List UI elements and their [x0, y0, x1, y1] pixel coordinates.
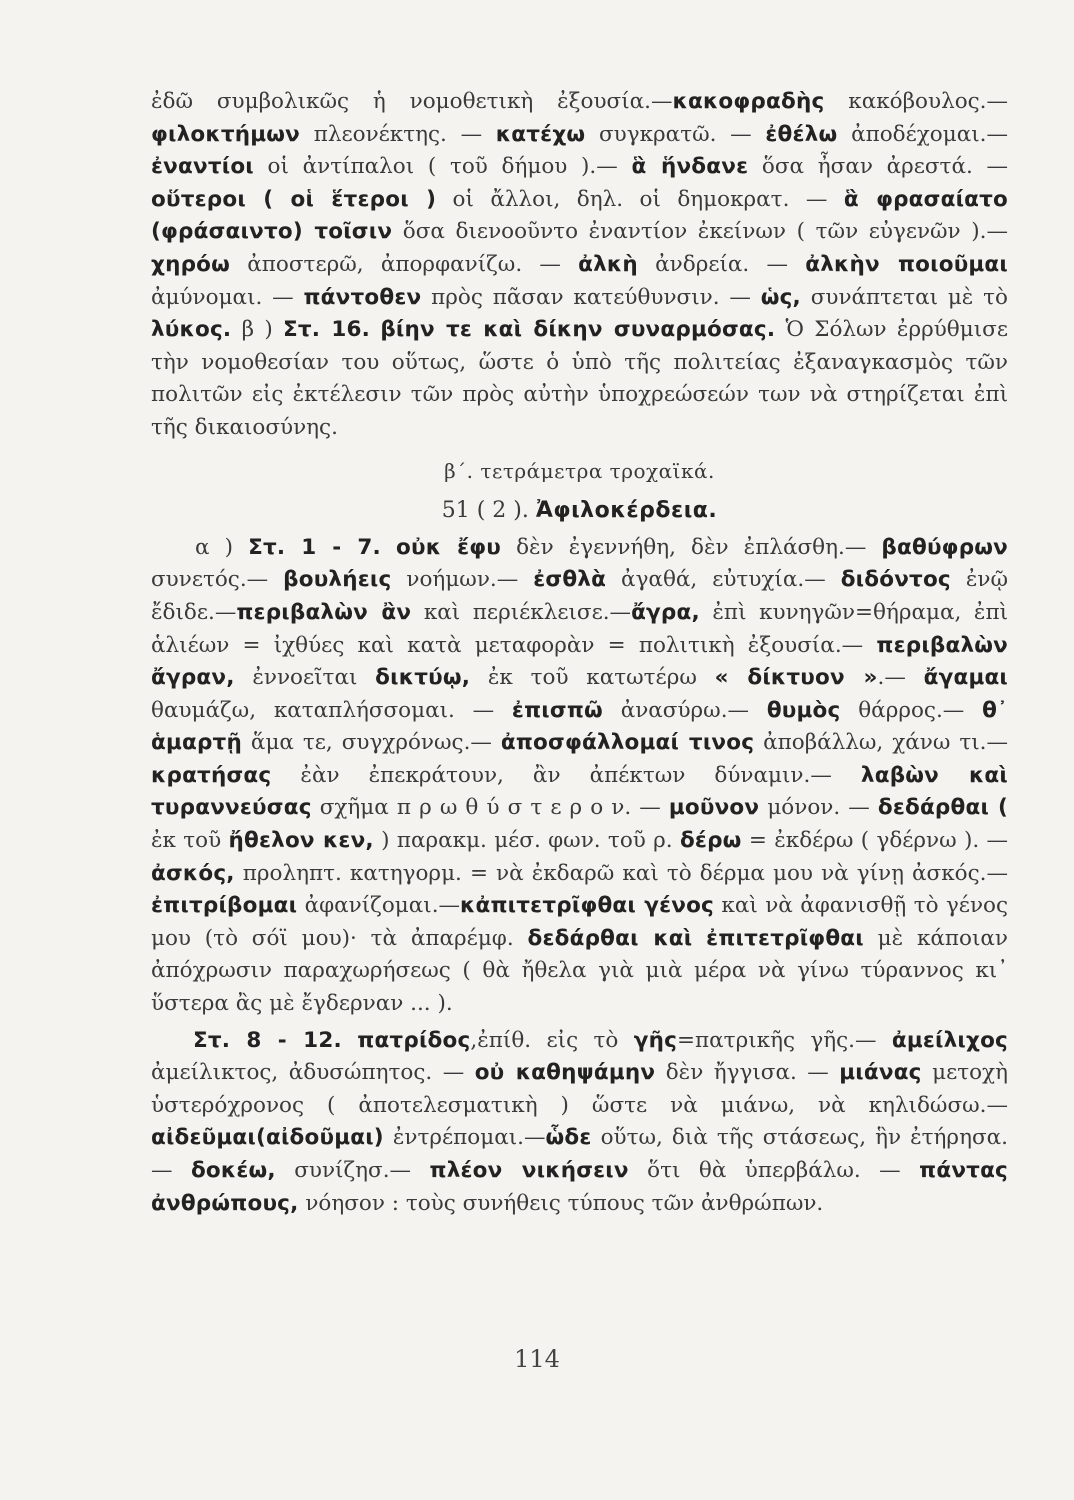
- section-heading: [151, 495, 1008, 528]
- paragraph-1: ἐδῶ συμβολικῶς ἡ νομοθετικὴ ἐξουσία.—κακοφραδὴς κακόβουλος.— φιλοκτήμων πλεονέκτης. — κατέχω συγκρατῶ. — ἐθέλω ἀποδέχομαι.— ἐναντίοι οἱ ἀντίπαλοι ( τοῦ δήμου ).— ἃ ἥνδανε ὅσα ἦσαν ἀρεστά. — οὕτεροι ( οἱ ἕτεροι ) οἱ ἄλλοι, δηλ. οἱ δημοκρατ. — ἃ φρασαίατο (φράσαιντο) τοῖσιν ὅσα διενοοῦντο ἐναντίον ἐκείνων ( τῶν εὐγενῶν ).— χηρόω ἀποστερῶ, ἀπορφανίζω. — ἀλκὴ ἀνδρεία. — ἀλκὴν ποιοῦμαι ἀμύνομαι. — πάντοθεν πρὸς πᾶσαν κατεύθυνσιν. — ὡς, συνάπτεται μὲ τὸ λύκος. β ) Στ. 16. βίην τε καὶ δίκην συναρμόσας. Ὁ Σόλων ἐρρύθμισε τὴν νομοθεσίαν του οὕτως, ὥστε ὁ ὑπὸ τῆς πολιτείας ἐξαναγκασμὸς τῶν πολιτῶν εἰς ἐκτέλεσιν τῶν πρὸς αὐτὴν ὑποχρεώσεών των νὰ στηρίζεται ἐπὶ τῆς δικαιοσύνης.: [151, 89, 1009, 440]
- section-number: 51 ( 2 ).: [441, 498, 529, 524]
- paragraph-3: Στ. 8 - 12. πατρίδος,ἐπίθ. εἰς τὸ γῆς=πατρικῆς γῆς.— ἀμείλιχος ἀμείλικτος, ἀδυσώπητος. — οὐ καθηψάμην δὲν ἤγγισα. — μιάνας μετοχὴ ὑστερόχρονος ( ἀποτελεσματικὴ ) ὥστε νὰ μιάνω, νὰ κηλιδώσω.— αἰδεῦμαι(αἰδοῦμαι) ἐντρέπομαι.—ὧδε οὕτω, διὰ τῆς στάσεως, ἣν ἐτήρησα. — δοκέω, συνίζησ.— πλέον νικήσειν ὅτι θὰ ὑπερβάλω. — πάντας ἀνθρώπους, νόησον : τοὺς συνήθεις τύπους τῶν ἀνθρώπων.: [151, 1027, 1008, 1216]
- page-number: 114: [514, 1345, 560, 1373]
- section-name: Ἀφιλοκέρδεια.: [535, 498, 718, 524]
- paragraph-2: α ) Στ. 1 - 7. οὐκ ἔφυ δὲν ἐγεννήθη, δὲν ἐπλάσθη.— βαθύφρων συνετός.— βουλήεις νοήμων.— ἐσθλὰ ἀγαθά, εὐτυχία.— διδόντος ἐνῷ ἔδιδε.—περιβαλὼν ἂν καὶ περιέκλεισε.—ἄγρα, ἐπὶ κυνηγῶν=θήραμα, ἐπὶ ἁλιέων = ἰχθύες καὶ κατὰ μεταφορὰν = πολιτικὴ ἐξουσία.— περιβαλὼν ἄγραν, ἐννοεῖται δικτύῳ, ἐκ τοῦ κατωτέρω « δίκτυον ».— ἄγαμαι θαυμάζω, καταπλήσσομαι. — ἐπισπῶ ἀνασύρω.— θυμὸς θάρρος.— θ᾽ ἁμαρτῇ ἅμα τε, συγχρόνως.— ἀποσφάλλομαί τινος ἀποβάλλω, χάνω τι.— κρατήσας ἐὰν ἐπεκράτουν, ἂν ἀπέκτων δύναμιν.— λαβὼν καὶ τυραννεύσας σχῆμα π ρ ω θ ύ σ τ ε ρ ο ν. — μοῦνον μόνον. — δεδάρθαι ( ἐκ τοῦ ἤθελον κεν, ) παρακμ. μέσ. φων. τοῦ ρ. δέρω = ἐκδέρω ( γδέρνω ). — ἀσκός, προληπτ. κατηγορμ. = νὰ ἐκδαρῶ καὶ τὸ δέρμα μου νὰ γίνῃ ἀσκός.—ἐπιτρίβομαι ἀφανίζομαι.—κἀπιτετρῖφθαι γένος καὶ νὰ ἀφανισθῇ τὸ γένος μου (τὸ σόϊ μου)· τὰ ἀπαρέμφ. δεδάρθαι καὶ ἐπιτετρῖφθαι μὲ κάποιαν ἀπόχρωσιν παραχωρήσεως ( θὰ ἤθελα γιὰ μιὰ μέρα νὰ γίνω τύραννος κι᾽ ὕστερα ἂς μὲ ἔγδερναν ... ).: [151, 534, 1009, 1017]
- meter-subtitle: β΄. τετράμετρα τροχαϊκά.: [444, 458, 715, 483]
